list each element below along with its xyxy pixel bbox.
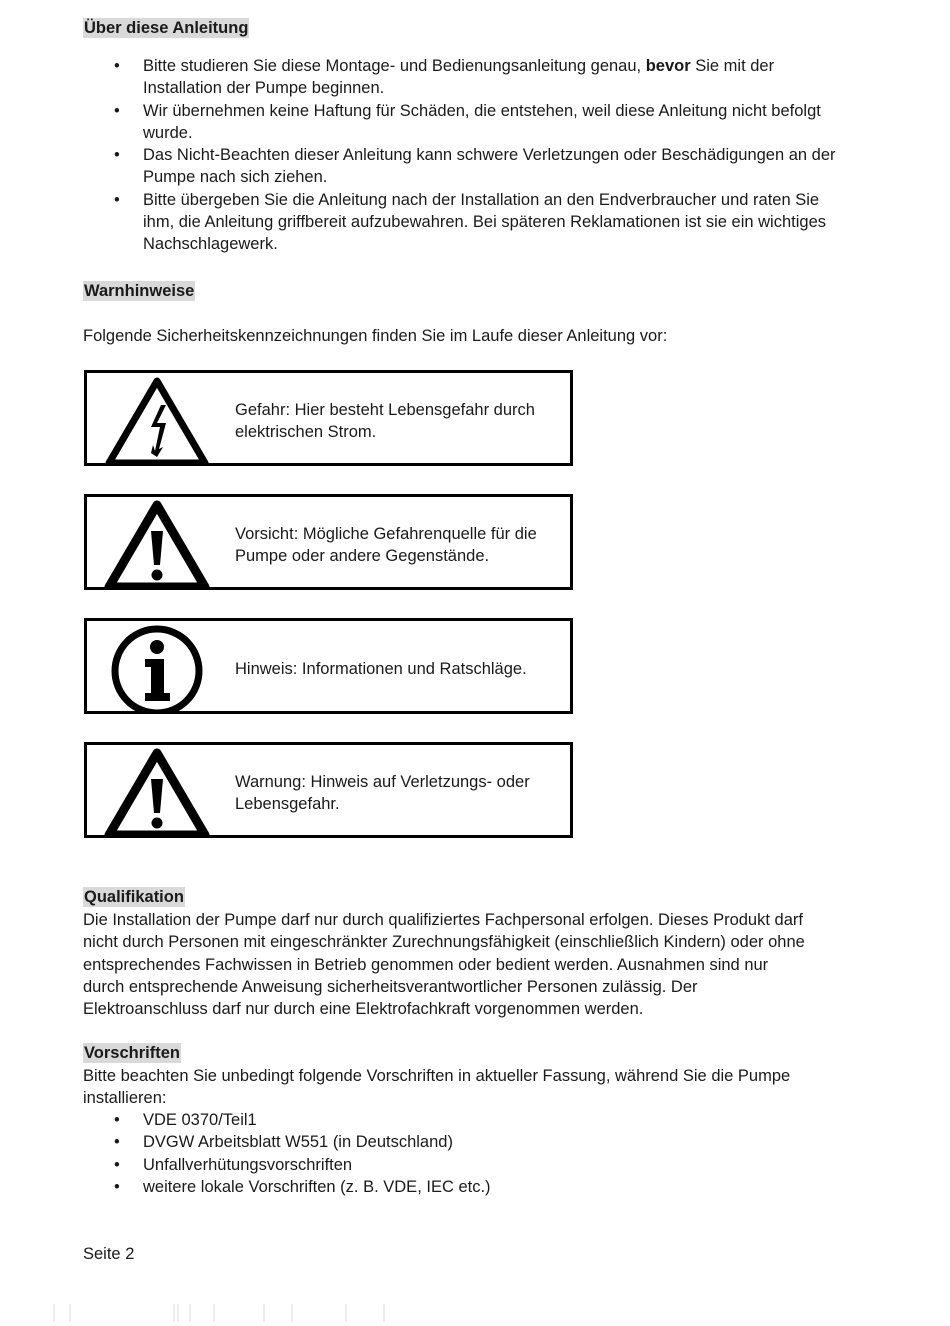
warnings-intro: Folgende Sicherheitskennzeichnungen finden Sie im Laufe dieser Anleitung vor: (83, 327, 668, 345)
warning-text-electric: Gefahr: Hier besteht Lebensgefahr durch elektrischen Strom. (235, 401, 535, 442)
warning-box-info (84, 618, 573, 714)
warning-text-warning: Warnung: Hinweis auf Verletzungs- oder Lebensgefahr. (235, 773, 530, 814)
about-bullet-3: • Das Nicht-Beachten dieser Anleitung kann schwere Verletzungen oder Beschädigungen an der Pumpe nach sich ziehen. (83, 144, 843, 189)
scan-artifact-marks (40, 1302, 460, 1324)
info-icon (103, 623, 211, 713)
about-bullet-1: • Bitte studieren Sie diese Montage- und Bedienungsanleitung genau, bevor Sie mit der Installation der Pumpe beginnen. (83, 55, 843, 100)
page-number: Seite 2 (83, 1245, 135, 1263)
regulation-item: • Unfallverhütungsvorschriften (83, 1154, 843, 1176)
regulation-item: • VDE 0370/Teil1 (83, 1109, 843, 1131)
qualification-text: Die Installation der Pumpe darf nur durch qualifiziertes Fachpersonal erfolgen. Dieses Produkt darf nicht durch Personen mit eingeschränkter Zurechnungsfähigkeit (einschließlich Kindern) oder ohne entsprechendes Fachwissen in Betrieb genommen oder bedient werden. Ausnahmen sind nur durch entsprechende Anweisung sicherheitsverantwortlicher Personen zulässig. Der Elektroanschluss darf nur durch eine Elektrofachkraft vorgenommen werden. (83, 911, 805, 1019)
regulations-intro: Bitte beachten Sie unbedingt folgende Vorschriften in aktueller Fassung, während Sie die Pumpe installieren: (83, 1067, 791, 1108)
warning-text-caution: Vorsicht: Mögliche Gefahrenquelle für die Pumpe oder andere Gegenstände. (235, 525, 537, 566)
about-bullet-2: • Wir übernehmen keine Haftung für Schäden, die entstehen, weil diese Anleitung nicht befolgt wurde. (83, 100, 843, 145)
warning-box-warning (84, 742, 573, 838)
about-bullet-list (83, 55, 843, 256)
section-heading-warnings: Warnhinweise (84, 282, 195, 300)
caution-icon (103, 499, 211, 589)
warning-box-caution (84, 494, 573, 590)
warning-icon (103, 747, 211, 837)
regulations-list (83, 1109, 843, 1198)
section-heading-about: Über diese Anleitung (84, 19, 249, 37)
regulation-item: • weitere lokale Vorschriften (z. B. VDE, IEC etc.) (83, 1176, 843, 1198)
regulation-item: • DVGW Arbeitsblatt W551 (in Deutschland) (83, 1131, 843, 1153)
section-heading-qualification: Qualifikation (84, 888, 184, 906)
warning-box-electric (84, 370, 573, 466)
electric-hazard-icon (103, 375, 211, 465)
about-bullet-4: • Bitte übergeben Sie die Anleitung nach der Installation an den Endverbraucher und raten Sie ihm, die Anleitung griffbereit aufzubewahren. Bei späteren Reklamationen ist sie ein wichtiges Nachschlagewerk. (83, 189, 843, 256)
warning-text-info: Hinweis: Informationen und Ratschläge. (235, 660, 527, 678)
section-heading-regulations: Vorschriften (84, 1044, 180, 1062)
